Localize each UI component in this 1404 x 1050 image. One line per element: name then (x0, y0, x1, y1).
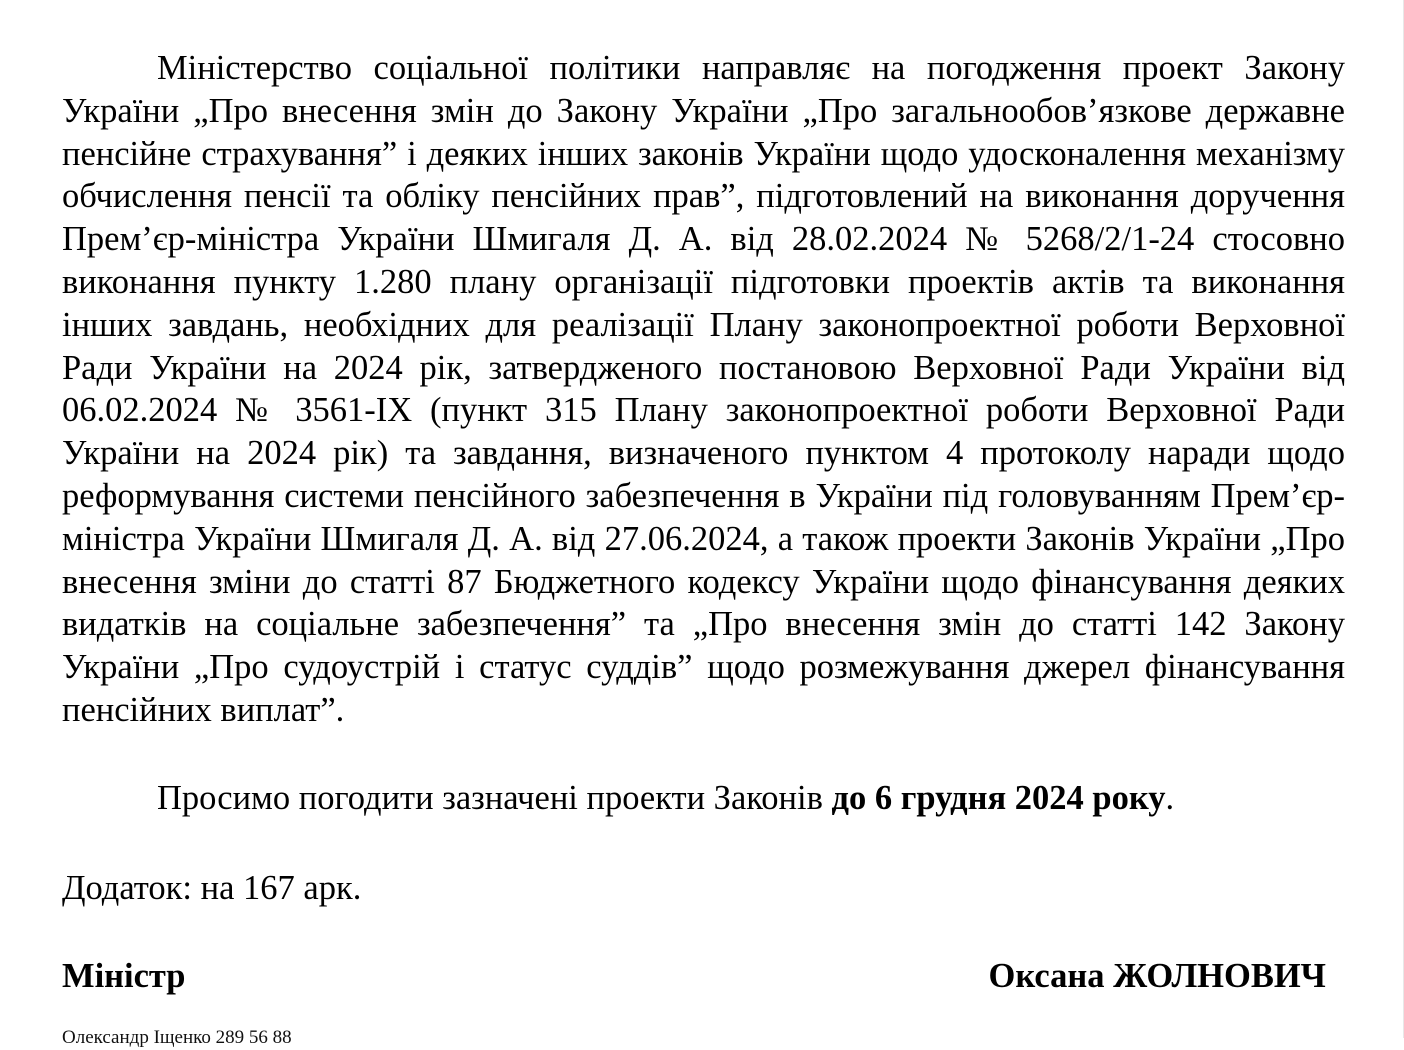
body-paragraph: Міністерство соціальної політики направляє на погодження проект Закону України „Про внесення змін до Закону України „Про загальнообов’язкове державне пенсійне страхування” і деяких інших законів України щодо удосконалення механізму обчислення пенсії та обліку пенсійних прав”, підготовлений на виконання доручення Прем’єр-міністра України Шмигаля Д. А. від 28.02.2024 № 5268/2/1-24 стосовно виконання пункту 1.280 плану організації підготовки проектів актів та виконання інших завдань, необхідних для реалізації Плану законопроектної роботи Верховної Ради України на 2024 рік, затвердженого постановою Верховної Ради України від 06.02.2024 № 3561-IX (пункт 315 Плану законопроектної роботи Верховної Ради України на 2024 рік) та завдання, визначеного пунктом 4 протоколу наради щодо реформування системи пенсійного забезпечення в України під головуванням Прем’єр-міністра України Шмигаля Д. А. від 27.06.2024, а також проекти Законів України „Про внесення зміни до статті 87 Бюджетного кодексу України щодо фінансування деяких видатків на соціальне забезпечення” та „Про внесення змін до статті 142 Закону України „Про судоустрій і статус суддів” щодо розмежування джерел фінансування пенсійних виплат”. (62, 49, 1345, 729)
signature-name: Оксана ЖОЛНОВИЧ (988, 957, 1326, 995)
signature-title: Міністр (62, 957, 186, 995)
executor-line: Олександр Іщенко 289 56 88 (62, 1027, 292, 1048)
request-text: Просимо погодити зазначені проекти Законів (157, 779, 832, 817)
request-paragraph (62, 777, 1345, 820)
request-deadline: до 6 грудня 2024 року (831, 779, 1166, 817)
attachment-line: Додаток: на 167 арк. (62, 869, 362, 907)
request-end: . (1165, 779, 1175, 817)
letter-body (62, 47, 1345, 732)
